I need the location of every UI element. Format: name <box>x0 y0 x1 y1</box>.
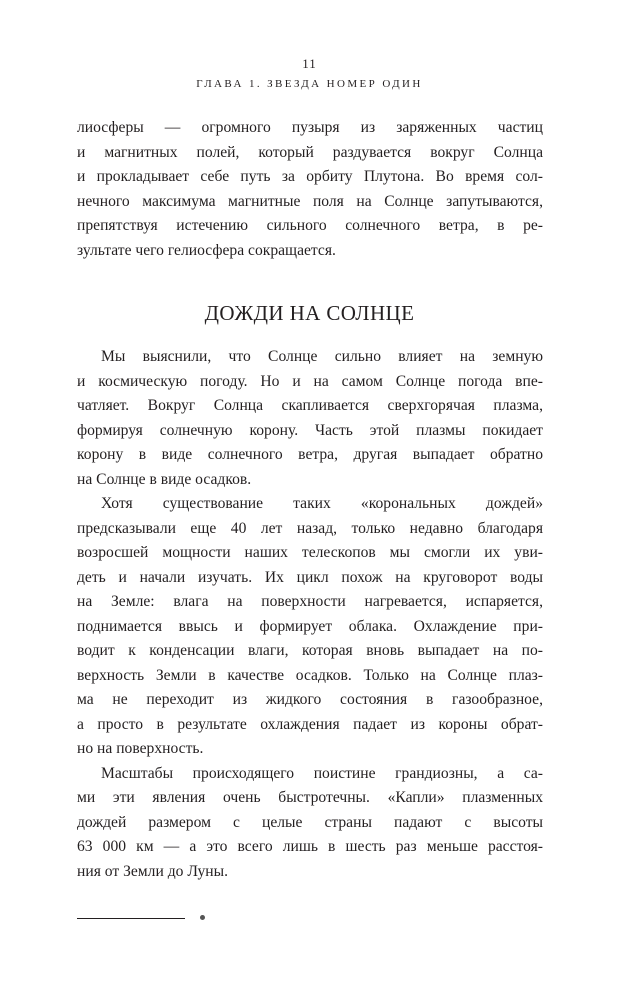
section-body <box>77 345 543 884</box>
text-line: а просто в результате охлаждения падает из короны обрат- <box>77 715 543 733</box>
text-line: препятствуя истечению сильного солнечного ветра, в ре- <box>77 217 543 234</box>
text-line: деть и начали изучать. Их цикл похож на круговорот воды <box>77 568 543 586</box>
text-line: и магнитных полей, который раздувается вокруг Солнца <box>77 143 543 161</box>
text-line: Хотя существование таких «корональных дождей» <box>101 495 543 512</box>
text-line: на Земле: влага на поверхности нагревается, испаряется, <box>77 593 543 610</box>
text-line: ния от Земли до Луны. <box>77 862 229 880</box>
text-line: водит к конденсации влаги, которая вновь выпадает на по- <box>77 642 543 659</box>
text-line: лиосферы — огромного пузыря из заряженных частиц <box>77 119 543 136</box>
text-line: чатляет. Вокруг Солнца скапливается сверхгорячая плазма, <box>77 397 543 414</box>
text-line: но на поверхность. <box>77 740 204 757</box>
footnote-dot <box>200 915 205 920</box>
text-line: и космическую погоду. Но и на самом Солнце погода впе- <box>77 372 543 390</box>
text-line: нечного максимума магнитные поля на Солнце запутываются, <box>77 192 543 210</box>
section-title: ДОЖДИ НА СОЛНЦЕ <box>204 301 415 325</box>
footnote-rule <box>77 918 185 919</box>
text-line: Масштабы происходящего поистине грандиозны, а са- <box>101 764 543 782</box>
text-line: поднимается ввысь и формирует облака. Охлаждение при- <box>77 617 543 635</box>
intro-paragraph <box>77 116 543 263</box>
text-line: формируя солнечную корону. Часть этой плазмы покидает <box>77 421 543 439</box>
text-line: Мы выяснили, что Солнце сильно влияет на земную <box>101 348 543 365</box>
text-line: предсказывали еще 40 лет назад, только недавно благодаря <box>77 519 543 537</box>
running-head: ГЛАВА 1. ЗВЕЗДА НОМЕР ОДИН <box>196 78 423 90</box>
text-line: корону в виде солнечного ветра, другая выпадает обратно <box>77 446 543 463</box>
page-number: 11 <box>302 56 317 71</box>
text-line: на Солнце в виде осадков. <box>77 470 252 488</box>
text-line: 63 000 км — а это всего лишь в шесть раз меньше расстоя- <box>77 838 543 855</box>
text-line: ми эти явления очень быстротечны. «Капли» плазменных <box>77 789 543 806</box>
text-line: зультате чего гелиосфера сокращается. <box>77 241 336 259</box>
text-line: верхность Земли в качестве осадков. Только на Солнце плаз- <box>77 666 543 684</box>
text-line: и прокладывает себе путь за орбиту Плутона. Во время сол- <box>77 168 543 185</box>
text-line: ма не переходит из жидкого состояния в газообразное, <box>77 691 543 708</box>
text-line: дождей размером с целые страны падают с высоты <box>77 813 543 831</box>
text-line: возросшей мощности наших телескопов мы смогли их уви- <box>77 544 543 561</box>
